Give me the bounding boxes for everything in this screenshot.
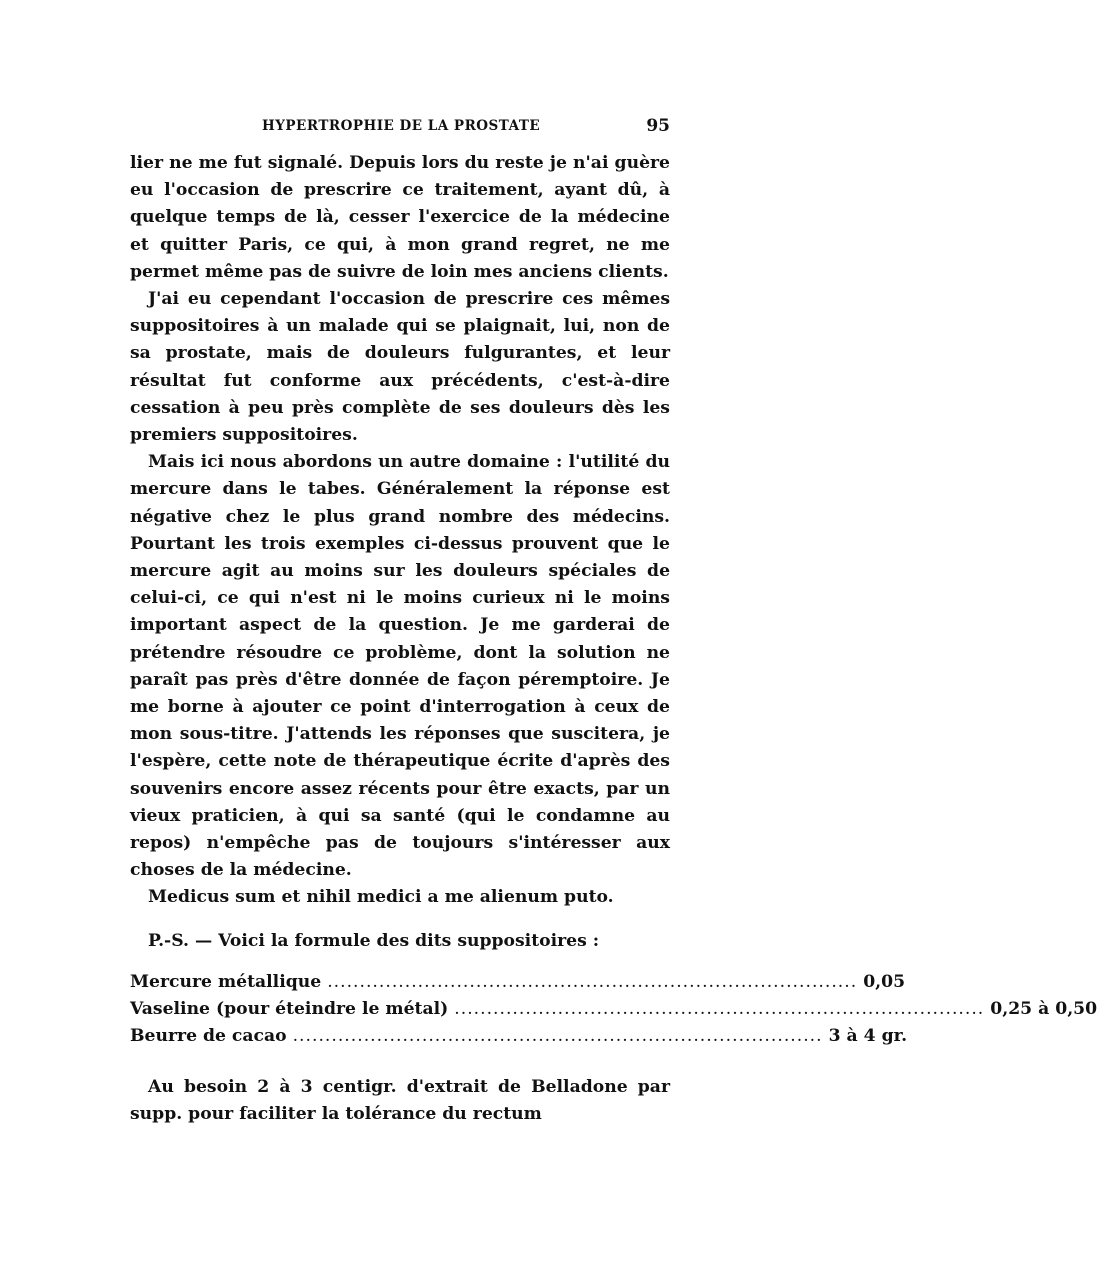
dosage-note: Au besoin 2 à 3 centigr. d'extrait de Belladone par supp. pour faciliter la tolérance du rectum	[130, 1076, 670, 1125]
page-header	[130, 118, 670, 140]
ingredient-name: Vaseline (pour éteindre le métal)	[130, 998, 449, 1019]
leader-dots: ..................................................................................	[292, 1025, 823, 1046]
formula-list	[130, 969, 1098, 1050]
leader-dots: ..................................................................................	[454, 998, 985, 1019]
paragraph: Mais ici nous abordons un autre domaine : l'utilité du mercure dans le tabes. Généralement la réponse est négative chez le plus grand nombre des médecins. Pourtant les trois exemples ci-dessus prouvent que le mercure agit au moins sur les douleurs spéciales de celui-ci, ce qui n'est ni le moins curieux ni le moins important aspect de la question. Je me garderai de prétendre résoudre ce problème, dont la solution ne paraît pas près d'être donnée de façon péremptoire. Je me borne à ajouter ce point d'interrogation à ceux de mon sous-titre. J'attends les réponses que suscitera, je l'espère, cette note de thérapeutique écrite d'après des souvenirs encore assez récents pour être exacts, par un vieux praticien, à qui sa santé (qui le condamne au repos) n'empêche pas de toujours s'intéresser aux choses de la médecine.	[130, 452, 670, 881]
formula-row	[130, 1023, 908, 1050]
ingredient-quantity: 0,25 à 0,50	[990, 998, 1098, 1019]
body-text	[130, 150, 1098, 1128]
running-title: HYPERTROPHIE DE LA PROSTATE	[262, 118, 541, 134]
formula-row	[130, 969, 906, 996]
ingredient-name: Beurre de cacao	[130, 1025, 287, 1046]
page-number: 95	[646, 116, 670, 136]
ingredient-name: Mercure métallique	[130, 971, 322, 992]
paragraph: lier ne me fut signalé. Depuis lors du reste je n'ai guère eu l'occasion de prescrire ce traitement, ayant dû, à quelque temps de là, cesser l'exercice de la médecine et quitter Paris, ce qui, à mon grand regret, ne me permet même pas de suivre de loin mes anciens clients.	[130, 153, 670, 282]
quote-line: Medicus sum et nihil medici a me alienum puto.	[148, 887, 614, 908]
paragraph: J'ai eu cependant l'occasion de prescrire ces mêmes suppositoires à un malade qui se plaignait, lui, non de sa prostate, mais de douleurs fulgurantes, et leur résultat fut conforme aux précédents, c'est-à-dire cessation à peu près complète de ses douleurs dès les premiers suppositoires.	[130, 289, 670, 446]
ingredient-quantity: 3 à 4 gr.	[828, 1025, 908, 1046]
leader-dots: ..................................................................................	[327, 971, 858, 992]
formula-row	[130, 996, 1098, 1023]
ingredient-quantity: 0,05	[863, 971, 906, 992]
postscript: P.-S. — Voici la formule des dits suppositoires :	[148, 930, 600, 951]
